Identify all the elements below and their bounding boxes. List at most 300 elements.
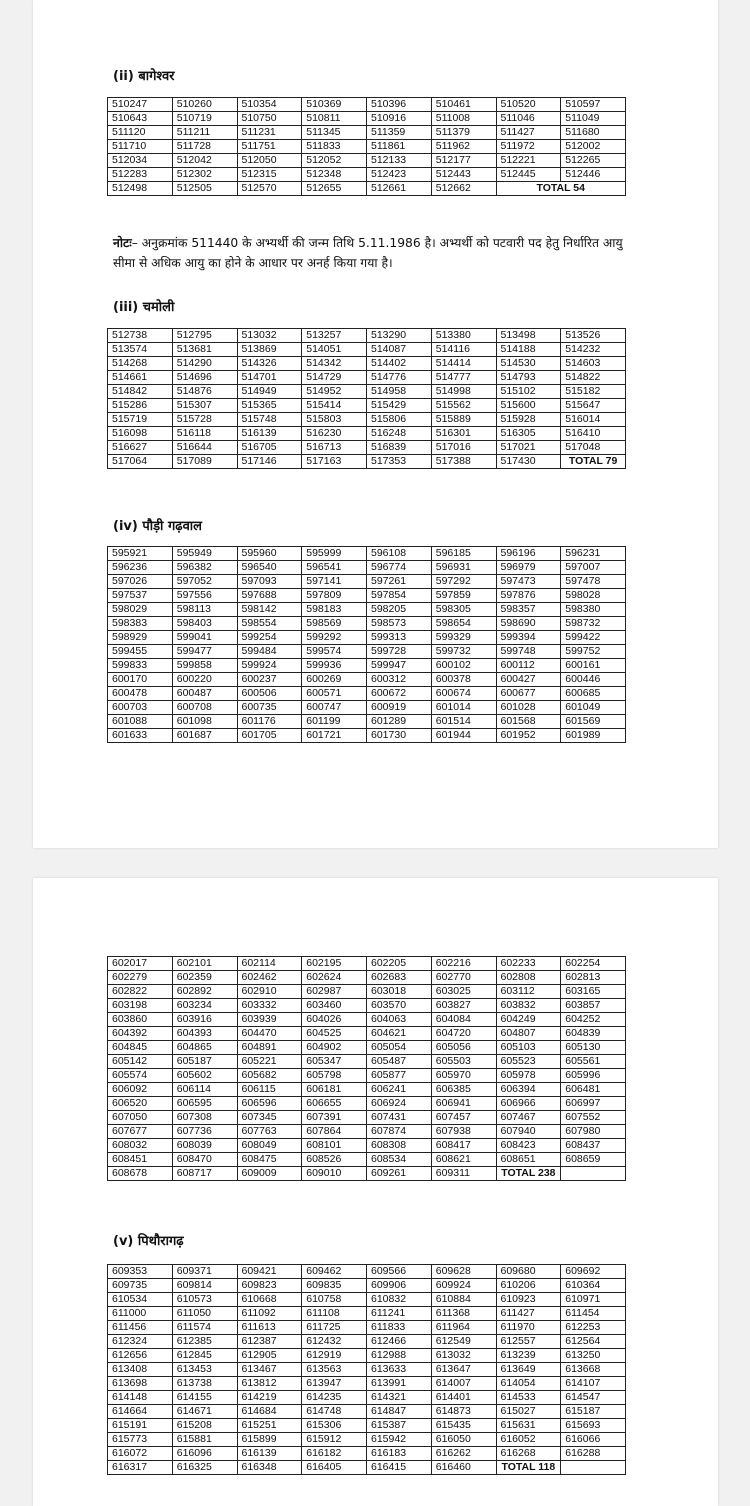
roll-number-cell: 605347 bbox=[302, 1055, 367, 1069]
table-row bbox=[108, 1321, 626, 1335]
roll-number-cell: 513681 bbox=[172, 343, 237, 357]
roll-number-cell: 615631 bbox=[496, 1419, 561, 1433]
roll-number-cell: 600312 bbox=[367, 673, 432, 687]
roll-number-cell: 602359 bbox=[172, 971, 237, 985]
roll-number-cell: 601289 bbox=[367, 715, 432, 729]
roll-number-cell: 615942 bbox=[367, 1433, 432, 1447]
roll-number-cell: 599858 bbox=[172, 659, 237, 673]
roll-number-cell: 511120 bbox=[108, 126, 173, 140]
roll-number-cell: 516014 bbox=[561, 413, 626, 427]
table-row bbox=[108, 1153, 626, 1167]
roll-number-cell: 514776 bbox=[367, 371, 432, 385]
roll-number-cell: 608039 bbox=[172, 1139, 237, 1153]
roll-number-cell: 605877 bbox=[367, 1069, 432, 1083]
roll-number-cell: 604807 bbox=[496, 1027, 561, 1041]
roll-number-cell: 607940 bbox=[496, 1125, 561, 1139]
roll-number-cell: 602195 bbox=[302, 957, 367, 971]
roll-number-cell: 606394 bbox=[496, 1083, 561, 1097]
roll-number-cell: 516305 bbox=[496, 427, 561, 441]
roll-number-cell: 517064 bbox=[108, 455, 173, 469]
roll-number-cell: 517430 bbox=[496, 455, 561, 469]
roll-number-cell: 607938 bbox=[431, 1125, 496, 1139]
roll-number-table-chamoli bbox=[107, 328, 626, 469]
roll-number-cell: 599936 bbox=[302, 659, 367, 673]
roll-number-cell: 511427 bbox=[496, 126, 561, 140]
roll-number-cell: 609814 bbox=[172, 1279, 237, 1293]
roll-number-cell: 601989 bbox=[561, 729, 626, 743]
roll-number-cell: 609261 bbox=[367, 1167, 432, 1181]
roll-number-cell: 514777 bbox=[431, 371, 496, 385]
roll-number-cell: 598573 bbox=[367, 617, 432, 631]
table-row bbox=[108, 1335, 626, 1349]
roll-number-cell: 605574 bbox=[108, 1069, 173, 1083]
table-row bbox=[108, 729, 626, 743]
roll-number-cell: 609692 bbox=[561, 1265, 626, 1279]
roll-number-cell: 597859 bbox=[431, 589, 496, 603]
roll-number-table-pauri-garhwal-continued bbox=[107, 956, 626, 1181]
roll-number-cell: 600506 bbox=[237, 687, 302, 701]
roll-number-cell: 613649 bbox=[496, 1363, 561, 1377]
roll-number-cell: 605798 bbox=[302, 1069, 367, 1083]
roll-number-cell: 603112 bbox=[496, 985, 561, 999]
roll-number-cell: 613453 bbox=[172, 1363, 237, 1377]
roll-number-cell: 609421 bbox=[237, 1265, 302, 1279]
roll-number-cell: 601705 bbox=[237, 729, 302, 743]
roll-number-cell: 599394 bbox=[496, 631, 561, 645]
total-count: TOTAL 118 bbox=[496, 1461, 561, 1475]
table-row bbox=[108, 154, 626, 168]
roll-number-cell: 598554 bbox=[237, 617, 302, 631]
roll-number-cell: 511680 bbox=[561, 126, 626, 140]
roll-number-cell: 598690 bbox=[496, 617, 561, 631]
roll-number-cell: 607763 bbox=[237, 1125, 302, 1139]
roll-number-cell: 599484 bbox=[237, 645, 302, 659]
roll-number-cell: 514326 bbox=[237, 357, 302, 371]
roll-number-cell: 598205 bbox=[367, 603, 432, 617]
roll-number-cell: 607345 bbox=[237, 1111, 302, 1125]
roll-number-cell: 605054 bbox=[367, 1041, 432, 1055]
roll-number-cell: 599477 bbox=[172, 645, 237, 659]
roll-number-cell: 611108 bbox=[302, 1307, 367, 1321]
table-row bbox=[108, 1447, 626, 1461]
roll-number-cell: 514087 bbox=[367, 343, 432, 357]
roll-number-cell: 598383 bbox=[108, 617, 173, 631]
table-row bbox=[108, 1027, 626, 1041]
roll-number-cell: 611574 bbox=[172, 1321, 237, 1335]
roll-number-cell: 609906 bbox=[367, 1279, 432, 1293]
roll-number-cell: 607391 bbox=[302, 1111, 367, 1125]
table-row bbox=[108, 1083, 626, 1097]
roll-number-cell: 513869 bbox=[237, 343, 302, 357]
table-row bbox=[108, 1349, 626, 1363]
roll-number-cell: 605682 bbox=[237, 1069, 302, 1083]
roll-number-cell: 512738 bbox=[108, 329, 173, 343]
table-row bbox=[108, 687, 626, 701]
roll-number-cell: 600170 bbox=[108, 673, 173, 687]
roll-number-cell: 603860 bbox=[108, 1013, 173, 1027]
roll-number-cell: 517146 bbox=[237, 455, 302, 469]
roll-number-cell: 601952 bbox=[496, 729, 561, 743]
roll-number-cell: 606655 bbox=[302, 1097, 367, 1111]
roll-number-cell: 612549 bbox=[431, 1335, 496, 1349]
roll-number-cell: 613467 bbox=[237, 1363, 302, 1377]
roll-number-cell: 607467 bbox=[496, 1111, 561, 1125]
roll-number-cell: 600919 bbox=[367, 701, 432, 715]
roll-number-cell: 514603 bbox=[561, 357, 626, 371]
roll-number-cell: 611092 bbox=[237, 1307, 302, 1321]
roll-number-cell: 616268 bbox=[496, 1447, 561, 1461]
roll-number-cell: 609680 bbox=[496, 1265, 561, 1279]
roll-number-cell: 601514 bbox=[431, 715, 496, 729]
roll-number-cell: 604393 bbox=[172, 1027, 237, 1041]
roll-number-cell: 598732 bbox=[561, 617, 626, 631]
roll-number-cell: 602770 bbox=[431, 971, 496, 985]
roll-number-cell: 605130 bbox=[561, 1041, 626, 1055]
roll-number-cell: 606966 bbox=[496, 1097, 561, 1111]
table-row bbox=[108, 957, 626, 971]
roll-number-cell: 612988 bbox=[367, 1349, 432, 1363]
roll-number-cell: 611964 bbox=[431, 1321, 496, 1335]
roll-number-cell: 601721 bbox=[302, 729, 367, 743]
roll-number-cell: 604084 bbox=[431, 1013, 496, 1027]
table-row bbox=[108, 1013, 626, 1027]
roll-number-cell: 596979 bbox=[496, 561, 561, 575]
roll-number-cell: 605056 bbox=[431, 1041, 496, 1055]
roll-number-cell: 597809 bbox=[302, 589, 367, 603]
roll-number-cell: 612919 bbox=[302, 1349, 367, 1363]
table-row bbox=[108, 701, 626, 715]
roll-number-cell: 605523 bbox=[496, 1055, 561, 1069]
roll-number-cell: 604720 bbox=[431, 1027, 496, 1041]
roll-number-cell: 515806 bbox=[367, 413, 432, 427]
roll-number-cell: 515647 bbox=[561, 399, 626, 413]
roll-number-cell: 608308 bbox=[367, 1139, 432, 1153]
table-row bbox=[108, 631, 626, 645]
roll-number-cell: 511359 bbox=[367, 126, 432, 140]
roll-number-cell: 511728 bbox=[172, 140, 237, 154]
roll-number-cell bbox=[561, 1167, 626, 1181]
roll-number-cell: 516627 bbox=[108, 441, 173, 455]
roll-number-cell: 512498 bbox=[108, 182, 173, 196]
roll-number-cell: 514701 bbox=[237, 371, 302, 385]
roll-number-cell: 601176 bbox=[237, 715, 302, 729]
roll-number-cell: 516230 bbox=[302, 427, 367, 441]
roll-number-cell: 606520 bbox=[108, 1097, 173, 1111]
roll-number-cell: 597688 bbox=[237, 589, 302, 603]
roll-number-cell: 604249 bbox=[496, 1013, 561, 1027]
roll-number-cell: 611456 bbox=[108, 1321, 173, 1335]
roll-number-cell: 610668 bbox=[237, 1293, 302, 1307]
table-row bbox=[108, 715, 626, 729]
roll-number-cell: 606092 bbox=[108, 1083, 173, 1097]
roll-number-cell: 604470 bbox=[237, 1027, 302, 1041]
roll-number-cell: 603198 bbox=[108, 999, 173, 1013]
roll-number-cell: 512034 bbox=[108, 154, 173, 168]
roll-number-cell: 515182 bbox=[561, 385, 626, 399]
roll-number-cell: 517353 bbox=[367, 455, 432, 469]
roll-number-cell: 516839 bbox=[367, 441, 432, 455]
roll-number-cell: 514661 bbox=[108, 371, 173, 385]
table-row bbox=[108, 1405, 626, 1419]
roll-number-cell: 515307 bbox=[172, 399, 237, 413]
roll-number-cell: 515365 bbox=[237, 399, 302, 413]
roll-number-cell: 511861 bbox=[367, 140, 432, 154]
roll-number-cell: 614235 bbox=[302, 1391, 367, 1405]
roll-number-cell: 602233 bbox=[496, 957, 561, 971]
roll-number-cell: 604525 bbox=[302, 1027, 367, 1041]
roll-number-cell: 604865 bbox=[172, 1041, 237, 1055]
roll-number-cell: 615187 bbox=[561, 1405, 626, 1419]
roll-number-cell: 604902 bbox=[302, 1041, 367, 1055]
roll-number-cell: 607308 bbox=[172, 1111, 237, 1125]
roll-number-cell: 511972 bbox=[496, 140, 561, 154]
roll-number-cell: 516118 bbox=[172, 427, 237, 441]
roll-number-cell: 599041 bbox=[172, 631, 237, 645]
roll-number-cell: 613032 bbox=[431, 1349, 496, 1363]
roll-number-cell: 512570 bbox=[237, 182, 302, 196]
roll-number-cell: 595999 bbox=[302, 547, 367, 561]
roll-number-cell: 607864 bbox=[302, 1125, 367, 1139]
roll-number-cell: 515102 bbox=[496, 385, 561, 399]
roll-number-cell: 511379 bbox=[431, 126, 496, 140]
roll-number-cell: 512795 bbox=[172, 329, 237, 343]
roll-number-cell: 610923 bbox=[496, 1293, 561, 1307]
table-row bbox=[108, 673, 626, 687]
roll-number-cell: 600571 bbox=[302, 687, 367, 701]
roll-number-cell: 511049 bbox=[561, 112, 626, 126]
roll-number-cell: 513574 bbox=[108, 343, 173, 357]
roll-number-cell: 599924 bbox=[237, 659, 302, 673]
roll-number-cell: 599732 bbox=[431, 645, 496, 659]
roll-number-cell: 616052 bbox=[496, 1433, 561, 1447]
roll-number-cell: 607736 bbox=[172, 1125, 237, 1139]
roll-number-cell: 514116 bbox=[431, 343, 496, 357]
roll-number-cell: 600237 bbox=[237, 673, 302, 687]
roll-number-cell: 517021 bbox=[496, 441, 561, 455]
roll-number-cell: 605970 bbox=[431, 1069, 496, 1083]
roll-number-cell: 598183 bbox=[302, 603, 367, 617]
roll-number-cell: 512052 bbox=[302, 154, 367, 168]
roll-number-cell: 511751 bbox=[237, 140, 302, 154]
table-row bbox=[108, 1433, 626, 1447]
roll-number-cell: 603939 bbox=[237, 1013, 302, 1027]
roll-number-cell: 599292 bbox=[302, 631, 367, 645]
roll-number-cell: 598929 bbox=[108, 631, 173, 645]
roll-number-cell: 596236 bbox=[108, 561, 173, 575]
roll-number-cell: 607457 bbox=[431, 1111, 496, 1125]
table-row bbox=[108, 1111, 626, 1125]
roll-number-cell: 515429 bbox=[367, 399, 432, 413]
roll-number-cell: 603857 bbox=[561, 999, 626, 1013]
roll-number-cell: 600446 bbox=[561, 673, 626, 687]
roll-number-cell: 608437 bbox=[561, 1139, 626, 1153]
total-count: TOTAL 238 bbox=[496, 1167, 561, 1181]
roll-number-cell: 600161 bbox=[561, 659, 626, 673]
roll-number-cell: 616288 bbox=[561, 1447, 626, 1461]
roll-number-cell: 512505 bbox=[172, 182, 237, 196]
table-row bbox=[108, 561, 626, 575]
roll-number-cell: 609010 bbox=[302, 1167, 367, 1181]
roll-number-cell: 600677 bbox=[496, 687, 561, 701]
roll-number-cell: 602114 bbox=[237, 957, 302, 971]
roll-number-cell: 596196 bbox=[496, 547, 561, 561]
roll-number-cell: 596185 bbox=[431, 547, 496, 561]
roll-number-cell: 595960 bbox=[237, 547, 302, 561]
roll-number-cell bbox=[561, 1461, 626, 1475]
roll-number-cell: 613947 bbox=[302, 1377, 367, 1391]
roll-number-cell: 614401 bbox=[431, 1391, 496, 1405]
roll-number-cell: 516410 bbox=[561, 427, 626, 441]
table-row bbox=[108, 575, 626, 589]
roll-number-cell: 605503 bbox=[431, 1055, 496, 1069]
roll-number-cell: 513257 bbox=[302, 329, 367, 343]
roll-number-cell: 596382 bbox=[172, 561, 237, 575]
roll-number-cell: 602892 bbox=[172, 985, 237, 999]
roll-number-cell: 598403 bbox=[172, 617, 237, 631]
roll-number-cell: 601199 bbox=[302, 715, 367, 729]
roll-number-cell: 514414 bbox=[431, 357, 496, 371]
roll-number-cell: 603018 bbox=[367, 985, 432, 999]
roll-number-cell: 598028 bbox=[561, 589, 626, 603]
roll-number-cell: 608101 bbox=[302, 1139, 367, 1153]
roll-number-table-pithoragarh bbox=[107, 1264, 626, 1475]
roll-number-cell: 512002 bbox=[561, 140, 626, 154]
roll-number-cell: 615773 bbox=[108, 1433, 173, 1447]
roll-number-cell: 602101 bbox=[172, 957, 237, 971]
roll-number-cell: 608470 bbox=[172, 1153, 237, 1167]
roll-number-cell: 601088 bbox=[108, 715, 173, 729]
roll-number-cell: 608534 bbox=[367, 1153, 432, 1167]
table-row bbox=[108, 413, 626, 427]
roll-number-cell: 608475 bbox=[237, 1153, 302, 1167]
roll-number-cell: 616183 bbox=[367, 1447, 432, 1461]
roll-number-cell: 615693 bbox=[561, 1419, 626, 1433]
roll-number-cell: 600112 bbox=[496, 659, 561, 673]
note-label: नोटः bbox=[113, 236, 132, 250]
section-heading-chamoli: (iii) चमोली bbox=[113, 300, 175, 315]
roll-number-cell: 597261 bbox=[367, 575, 432, 589]
roll-number-cell: 615306 bbox=[302, 1419, 367, 1433]
roll-number-cell: 615899 bbox=[237, 1433, 302, 1447]
roll-number-cell: 614107 bbox=[561, 1377, 626, 1391]
roll-number-cell: 512348 bbox=[302, 168, 367, 182]
table-row bbox=[108, 112, 626, 126]
table-row bbox=[108, 547, 626, 561]
roll-number-cell: 612432 bbox=[302, 1335, 367, 1349]
roll-number-cell: 600269 bbox=[302, 673, 367, 687]
table-row bbox=[108, 971, 626, 985]
roll-number-cell: 511833 bbox=[302, 140, 367, 154]
roll-number-cell: 616348 bbox=[237, 1461, 302, 1475]
roll-number-cell: 610971 bbox=[561, 1293, 626, 1307]
roll-number-cell: 599833 bbox=[108, 659, 173, 673]
roll-number-cell: 612905 bbox=[237, 1349, 302, 1363]
roll-number-cell: 510719 bbox=[172, 112, 237, 126]
roll-number-cell: 512661 bbox=[367, 182, 432, 196]
roll-number-cell: 598305 bbox=[431, 603, 496, 617]
roll-number-cell: 599748 bbox=[496, 645, 561, 659]
roll-number-cell: 603025 bbox=[431, 985, 496, 999]
roll-number-table-bageshwar bbox=[107, 97, 626, 196]
roll-number-cell: 603460 bbox=[302, 999, 367, 1013]
roll-number-cell: 611368 bbox=[431, 1307, 496, 1321]
roll-number-cell: 612253 bbox=[561, 1321, 626, 1335]
section-heading-pithoragarh: (v) पिथौरागढ़ bbox=[113, 1234, 184, 1249]
roll-number-cell: 512133 bbox=[367, 154, 432, 168]
roll-number-cell: 596231 bbox=[561, 547, 626, 561]
roll-number-cell: 512446 bbox=[561, 168, 626, 182]
roll-number-cell: 510247 bbox=[108, 98, 173, 112]
roll-number-cell: 606941 bbox=[431, 1097, 496, 1111]
roll-number-cell: 609735 bbox=[108, 1279, 173, 1293]
roll-number-cell: 613239 bbox=[496, 1349, 561, 1363]
roll-number-cell: 611833 bbox=[367, 1321, 432, 1335]
roll-number-cell: 512423 bbox=[367, 168, 432, 182]
roll-number-cell: 599574 bbox=[302, 645, 367, 659]
table-row bbox=[108, 589, 626, 603]
roll-number-cell: 609353 bbox=[108, 1265, 173, 1279]
roll-number-cell: 512265 bbox=[561, 154, 626, 168]
roll-number-cell: 612387 bbox=[237, 1335, 302, 1349]
roll-number-cell: 512655 bbox=[302, 182, 367, 196]
roll-number-cell: 514958 bbox=[367, 385, 432, 399]
table-row bbox=[108, 1363, 626, 1377]
roll-number-cell: 608049 bbox=[237, 1139, 302, 1153]
document-page-2 bbox=[33, 878, 718, 1506]
roll-number-cell: 606481 bbox=[561, 1083, 626, 1097]
roll-number-cell: 515286 bbox=[108, 399, 173, 413]
roll-number-cell: 517048 bbox=[561, 441, 626, 455]
roll-number-cell: 604621 bbox=[367, 1027, 432, 1041]
roll-number-cell: 517089 bbox=[172, 455, 237, 469]
roll-number-cell: 510916 bbox=[367, 112, 432, 126]
roll-number-cell: 607431 bbox=[367, 1111, 432, 1125]
roll-number-cell: 602624 bbox=[302, 971, 367, 985]
roll-number-cell: 612557 bbox=[496, 1335, 561, 1349]
roll-number-cell: 514952 bbox=[302, 385, 367, 399]
roll-number-cell: 616182 bbox=[302, 1447, 367, 1461]
roll-number-cell: 616096 bbox=[172, 1447, 237, 1461]
roll-number-cell: 607980 bbox=[561, 1125, 626, 1139]
roll-number-cell: 614671 bbox=[172, 1405, 237, 1419]
roll-number-cell: 606595 bbox=[172, 1097, 237, 1111]
roll-number-cell: 607677 bbox=[108, 1125, 173, 1139]
roll-number-cell: 602279 bbox=[108, 971, 173, 985]
roll-number-cell: 597473 bbox=[496, 575, 561, 589]
roll-number-cell: 605561 bbox=[561, 1055, 626, 1069]
roll-number-cell: 602822 bbox=[108, 985, 173, 999]
roll-number-cell: 600427 bbox=[496, 673, 561, 687]
roll-number-cell: 595949 bbox=[172, 547, 237, 561]
roll-number-cell: 603234 bbox=[172, 999, 237, 1013]
roll-number-cell: 609566 bbox=[367, 1265, 432, 1279]
roll-number-cell: 597007 bbox=[561, 561, 626, 575]
roll-number-cell: 608659 bbox=[561, 1153, 626, 1167]
roll-number-cell: 510354 bbox=[237, 98, 302, 112]
table-row bbox=[108, 1419, 626, 1433]
roll-number-cell: 605996 bbox=[561, 1069, 626, 1083]
roll-number-cell: 600674 bbox=[431, 687, 496, 701]
roll-number-cell: 515748 bbox=[237, 413, 302, 427]
roll-number-cell: 512042 bbox=[172, 154, 237, 168]
roll-number-cell: 606181 bbox=[302, 1083, 367, 1097]
roll-number-cell: 510396 bbox=[367, 98, 432, 112]
roll-number-cell: 613250 bbox=[561, 1349, 626, 1363]
roll-number-cell: 599329 bbox=[431, 631, 496, 645]
roll-number-cell: 615191 bbox=[108, 1419, 173, 1433]
roll-number-cell: 612564 bbox=[561, 1335, 626, 1349]
roll-number-cell: 511008 bbox=[431, 112, 496, 126]
